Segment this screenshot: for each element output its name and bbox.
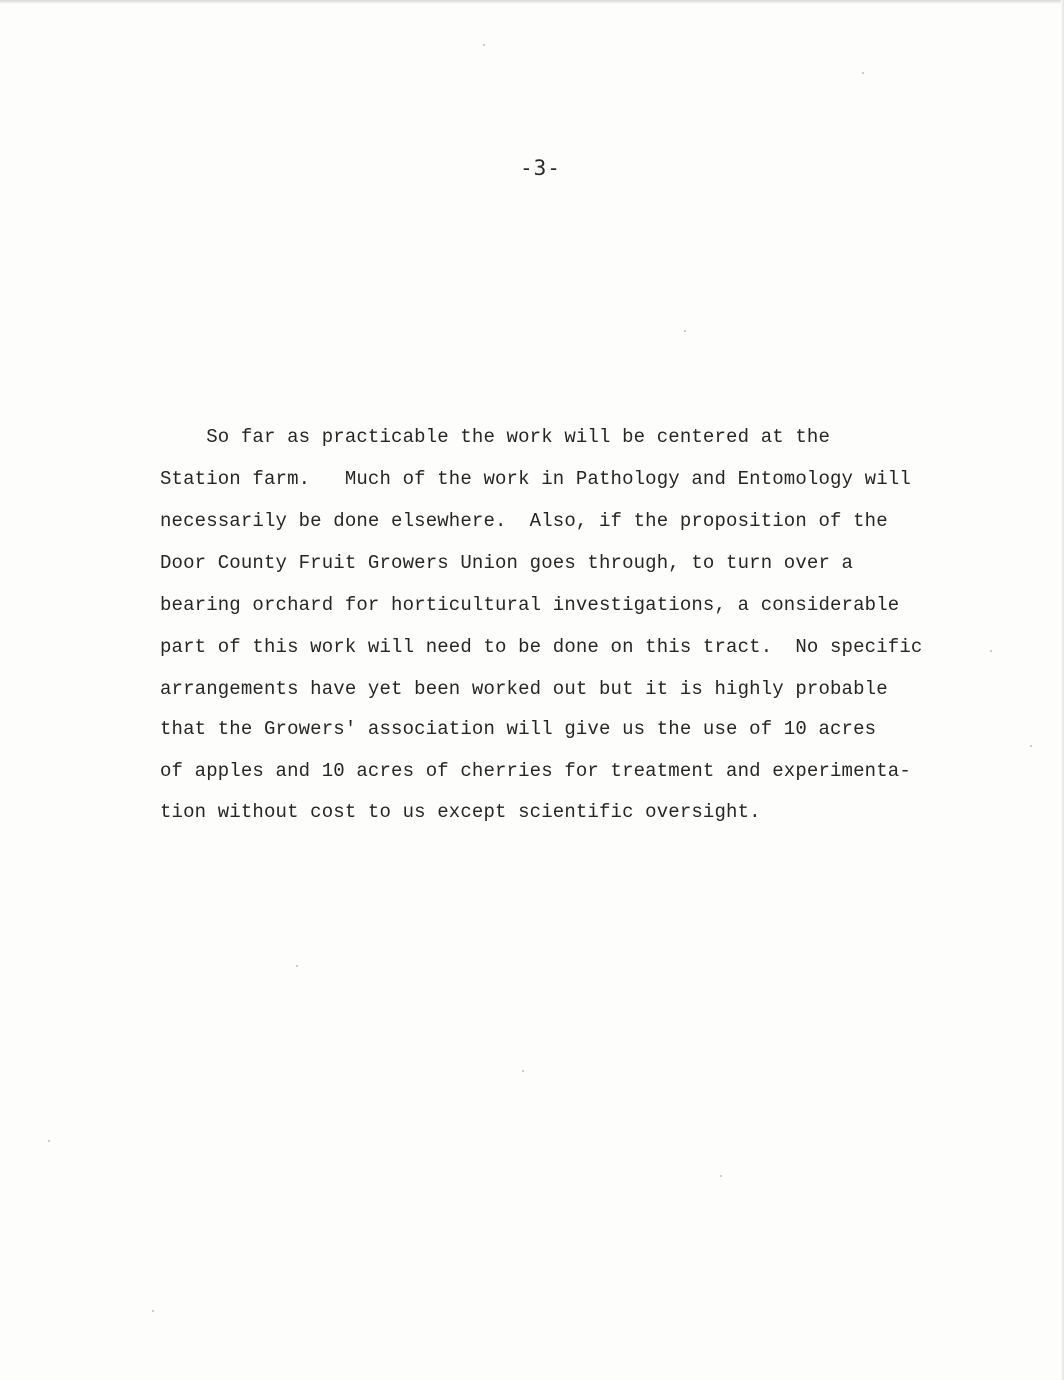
paragraph-line: bearing orchard for horticultural investigations, a considerable <box>160 594 900 616</box>
paper-speck <box>522 1070 524 1072</box>
paragraph-line: Station farm. Much of the work in Pathology and Entomology will <box>160 468 911 490</box>
paragraph-line: Door County Fruit Growers Union goes through, to turn over a <box>160 552 854 574</box>
paper-speck <box>990 650 992 652</box>
paragraph-line: arrangements have yet been worked out but it is highly probable <box>160 678 888 700</box>
paragraph-line: So far as practicable the work will be centered at the <box>160 426 831 448</box>
paragraph-line: that the Growers' association will give us the use of 10 acres <box>160 718 877 740</box>
page-number: -3- <box>520 156 561 180</box>
page-top-edge <box>0 0 1064 4</box>
paper-speck <box>152 1310 154 1312</box>
paper-speck <box>296 965 298 967</box>
paragraph-line: necessarily be done elsewhere. Also, if the proposition of the <box>160 510 888 532</box>
paper-speck <box>1030 745 1032 747</box>
paragraph-line: part of this work will need to be done on this tract. No specific <box>160 636 923 658</box>
paper-speck <box>48 1140 50 1142</box>
paper-speck <box>862 72 864 74</box>
paragraph-line: of apples and 10 acres of cherries for treatment and experimenta- <box>160 760 911 782</box>
paper-speck <box>684 330 686 332</box>
paper-speck <box>483 44 485 46</box>
paragraph-line: tion without cost to us except scientific oversight. <box>160 801 761 823</box>
paper-speck <box>720 1175 722 1177</box>
